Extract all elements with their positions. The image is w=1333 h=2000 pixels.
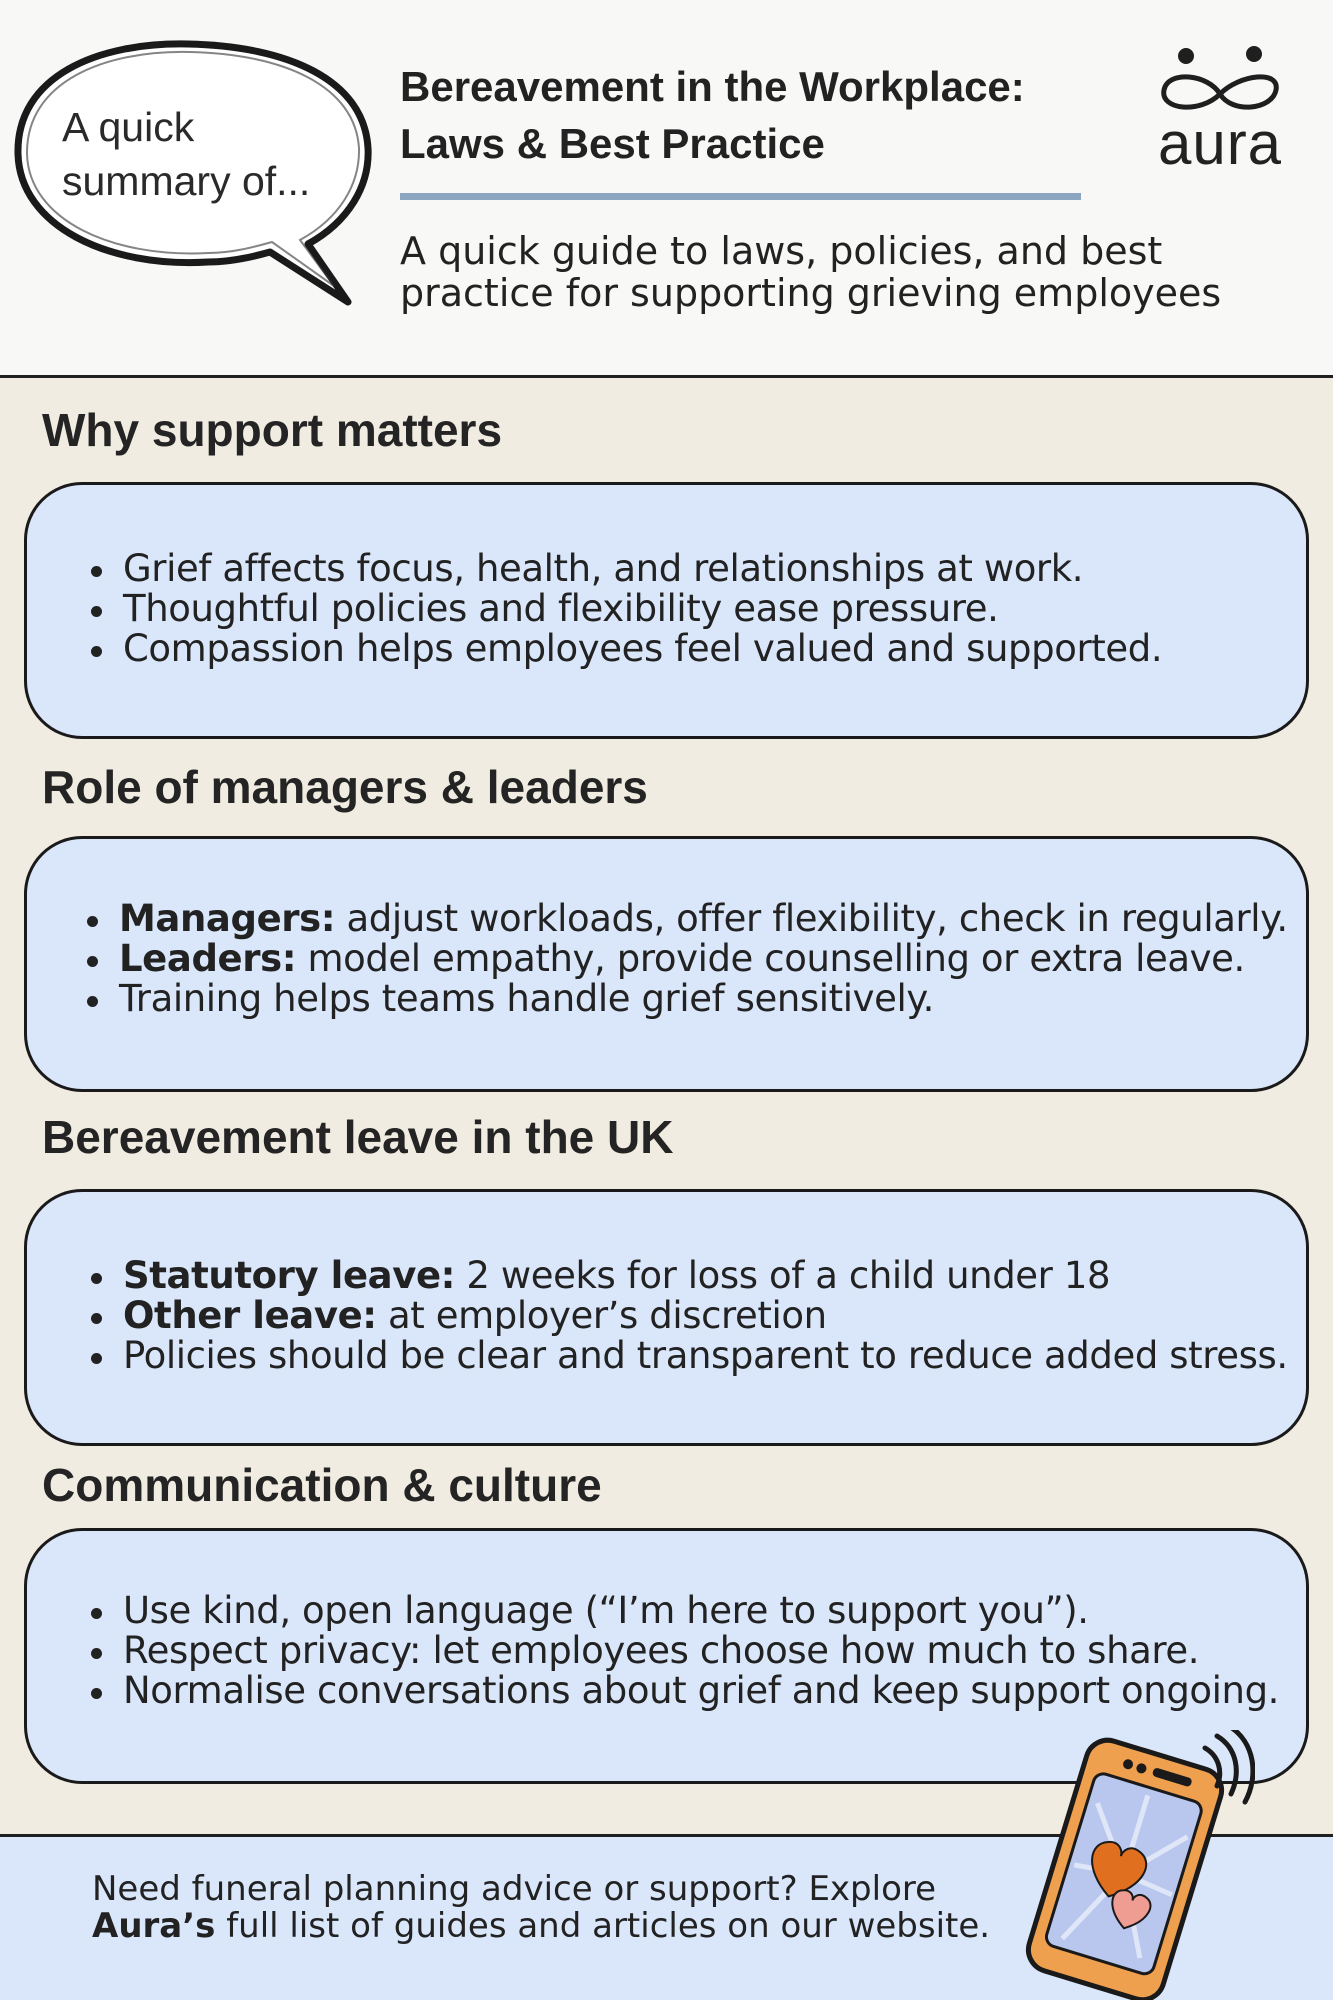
footer-text — [92, 1871, 992, 1945]
logo-text: aura — [1157, 110, 1283, 177]
list-item: Other leave: at employer’s discretion — [123, 1296, 1306, 1336]
list-item: Training helps teams handle grief sensitively. — [119, 979, 1306, 1019]
page-subtitle: A quick guide to laws, policies, and best practice for supporting grieving employees — [400, 229, 1222, 315]
list-item: Thoughtful policies and flexibility ease pressure. — [123, 589, 1306, 629]
page-title — [400, 58, 1100, 172]
phone-hearts-icon — [1005, 1730, 1255, 2000]
bereavement-leave-list — [27, 1256, 1306, 1376]
section-title-communication-culture: Communication & culture — [42, 1459, 602, 1511]
bubble-text: A quick summary of... — [62, 104, 311, 204]
card-why-support — [24, 482, 1309, 739]
footer-line-1: Need funeral planning advice or support? Explore — [92, 1869, 937, 1909]
list-item: Normalise conversations about grief and keep support ongoing. — [123, 1671, 1306, 1711]
list-item: Use kind, open language (“I’m here to support you”). — [123, 1591, 1306, 1631]
section-title-why-support: Why support matters — [42, 404, 503, 456]
list-item: Grief affects focus, health, and relationships at work. — [123, 549, 1306, 589]
communication-culture-list — [27, 1591, 1306, 1711]
card-bereavement-leave — [24, 1189, 1309, 1446]
footer-line-2: Aura’s full list of guides and articles on our website. — [92, 1906, 991, 1946]
managers-leaders-list — [27, 899, 1306, 1019]
title-line-1: Bereavement in the Workplace: — [400, 63, 1025, 110]
why-support-list — [27, 549, 1306, 669]
header — [0, 0, 1333, 378]
card-managers-leaders — [24, 836, 1309, 1092]
list-item: Respect privacy: let employees choose how much to share. — [123, 1631, 1306, 1671]
list-item: Compassion helps employees feel valued and supported. — [123, 629, 1306, 669]
list-item: Statutory leave: 2 weeks for loss of a child under 18 — [123, 1256, 1306, 1296]
list-item: Policies should be clear and transparent to reduce added stress. — [123, 1336, 1306, 1376]
title-line-2: Laws & Best Practice — [400, 120, 825, 167]
section-title-managers-leaders: Role of managers & leaders — [42, 761, 648, 813]
list-item: Managers: adjust workloads, offer flexibility, check in regularly. — [119, 899, 1306, 939]
aura-logo[interactable] — [1150, 44, 1290, 177]
title-divider — [400, 193, 1081, 200]
list-item: Leaders: model empathy, provide counselling or extra leave. — [119, 939, 1306, 979]
section-title-bereavement-leave: Bereavement leave in the UK — [42, 1111, 674, 1163]
brand-name-link[interactable]: Aura’s — [92, 1906, 216, 1946]
